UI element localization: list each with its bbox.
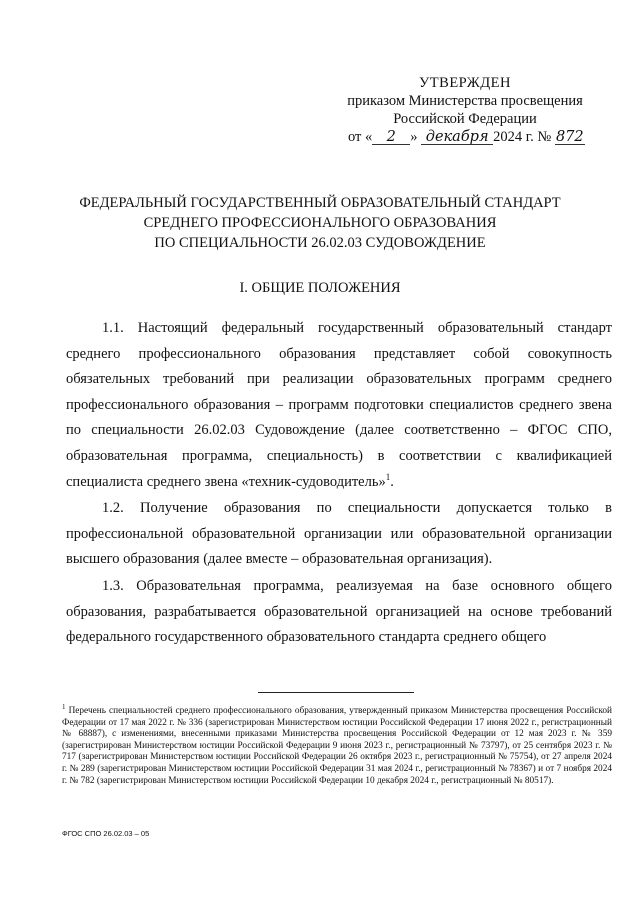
- paragraph-1-1-text: 1.1. Настоящий федеральный государственный образовательный стандарт среднего профессионального образования представляет собой совокупность обязательных требований при реализации образовательных программ среднего профессионального образования – программ подготовки специалистов среднего звена по специальности 26.02.03 Судовождение (далее соответственно – ФГОС СПО, образовательная программа, специальность) в соответствии с квалификацией специалиста среднего звена «техник-судоводитель»: [66, 320, 612, 490]
- paragraph-1-3: 1.3. Образовательная программа, реализуемая на базе основного общего образования, разрабатывается образовательной организацией на основе требований федерального государственного образовательного стандарта среднего общего: [66, 577, 612, 646]
- footnote: [62, 702, 612, 787]
- title-line-2: СРЕДНЕГО ПРОФЕССИОНАЛЬНОГО ОБРАЗОВАНИЯ: [143, 215, 497, 231]
- approval-stamp: [340, 74, 590, 146]
- approval-year: 2024 г. №: [493, 129, 552, 145]
- approval-country: Российской Федерации: [393, 111, 537, 127]
- footnote-reference: 1: [385, 471, 391, 482]
- approval-issuer: приказом Министерства просвещения: [347, 93, 583, 109]
- footnote-divider: [258, 692, 414, 693]
- page-footer: ФГОС СПО 26.02.03 – 05: [62, 829, 150, 838]
- approval-date-line: [340, 128, 590, 146]
- approval-from: от «: [348, 129, 373, 145]
- paragraph-1-1-end: .: [390, 473, 394, 490]
- approval-heading: УТВЕРЖДЕН: [419, 75, 511, 91]
- handwritten-order-number: 872: [555, 129, 584, 145]
- paragraph-1-2: 1.2. Получение образования по специальности допускается только в профессиональной образовательной организации или образовательной организации высшего образования (далее вместе – образовательная организация).: [66, 500, 612, 568]
- title-line-3: ПО СПЕЦИАЛЬНОСТИ 26.02.03 СУДОВОЖДЕНИЕ: [154, 235, 486, 251]
- document-body: [66, 316, 612, 651]
- paragraph-1-1: [66, 316, 612, 495]
- approval-quote-close: »: [410, 129, 418, 145]
- document-title: [40, 193, 600, 253]
- footnote-text: Перечень специальностей среднего профессионального образования, утвержденный приказом Министерства просвещения Российской Федерации от 17 мая 2022 г. № 336 (зарегистрирован Министерством юстиции Российской Федерации 17 июня 2022 г., регистрационный № 68887), с изменениями, внесенными приказами Министерства просвещения Российской Федерации от 12 мая 2023 г. № 359 (зарегистрирован Министерством юстиции Российской Федерации 9 июня 2023 г., регистрационный № 73797), от 25 сентября 2023 г. № 717 (зарегистрирован Министерством юстиции Российской Федерации 26 октября 2023 г., регистрационный № 75754), от 27 апреля 2024 г. № 289 (зарегистрирован Министерством юстиции Российской Федерации 31 мая 2024 г., регистрационный № 78367) и от 7 ноября 2024 г. № 782 (зарегистрирован Министерством юстиции Российской Федерации 10 декабря 2024 г., регистрационный № 80517).: [62, 706, 613, 786]
- handwritten-month: декабря: [421, 130, 493, 145]
- handwritten-day: 2: [372, 130, 410, 145]
- title-line-1: ФЕДЕРАЛЬНЫЙ ГОСУДАРСТВЕННЫЙ ОБРАЗОВАТЕЛЬНЫЙ СТАНДАРТ: [79, 195, 561, 211]
- section-heading: I. ОБЩИЕ ПОЛОЖЕНИЯ: [239, 280, 401, 296]
- footnote-mark: 1: [62, 703, 66, 711]
